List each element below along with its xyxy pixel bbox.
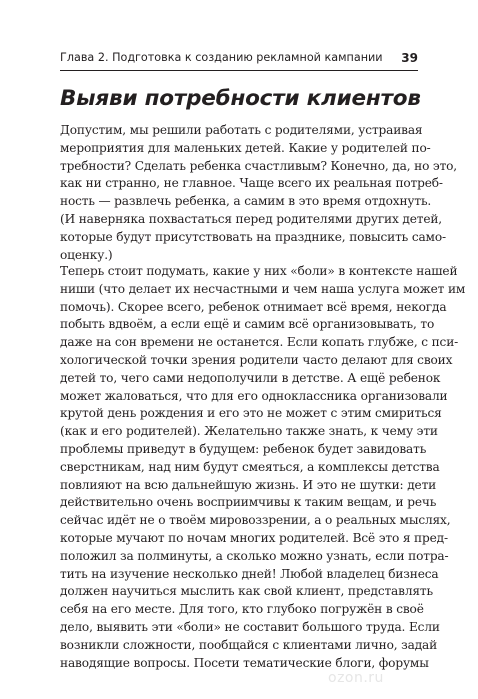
text-line: возникли сложности, пообщайся с клиентами лично, задай — [60, 637, 438, 652]
text-line: крутой день рождения и его это не может с этим смириться — [60, 406, 442, 421]
paragraph-1 — [60, 122, 458, 264]
text-line: тить на изучение несколько дней! Любой владелец бизнеса — [60, 566, 439, 581]
text-line: себя на его месте. Для того, кто глубоко погружён в своё — [60, 602, 424, 617]
text-line: ниши (что делает их несчастными и чем наша услуга может им — [60, 281, 466, 296]
text-line: Теперь стоит подумать, какие у них «боли» в контексте нашей — [60, 264, 458, 278]
text-line: которые мучают по ночам многих родителей. Всё это я пред- — [60, 530, 448, 545]
text-line: положил за полминуты, а сколько можно узнать, если потра- — [60, 548, 449, 563]
watermark: ozon.ru — [328, 670, 384, 686]
text-line: детей то, чего сами недополучили в детстве. А ещё ребенок — [60, 370, 441, 385]
text-line: дело, выявить эти «боли» не составит большого труда. Если — [60, 619, 440, 634]
text-line: сверстникам, над ним будут смеяться, а комплексы детства — [60, 459, 440, 474]
header-divider — [60, 70, 418, 71]
text-line: действительно очень восприимчивы к таким вещам, и речь — [60, 495, 437, 510]
paragraph-2 — [60, 263, 466, 672]
running-header — [60, 51, 418, 69]
text-line: которые будут присутствовать на празднике, повысить само- — [60, 229, 446, 244]
text-line: может жаловаться, что для его одноклассника организовали — [60, 388, 448, 403]
text-line: хологической точки зрения родители часто делают для своих — [60, 352, 453, 367]
text-line: Допустим, мы решили работать с родителями, устраивая — [60, 123, 423, 137]
text-line: наводящие вопросы. Посети тематические блоги, форумы — [60, 655, 429, 670]
text-line: повлияют на всю дальнейшую жизнь. И это не шутки: дети — [60, 477, 437, 492]
section-title: Выяви потребности клиентов — [60, 86, 421, 111]
text-line: проблемы приведут в будущем: ребенок будет завидовать — [60, 441, 427, 456]
chapter-title: Глава 2. Подготовка к созданию рекламной кампании — [60, 51, 383, 64]
text-line: (И наверняка похвастаться перед родителями других детей, — [60, 211, 443, 226]
text-line: даже на сон времени не останется. Если копать глубже, с пси- — [60, 335, 459, 350]
page-number: 39 — [401, 51, 418, 65]
text-line: сейчас идёт не о твоём мировоззрении, а о реальных мыслях, — [60, 513, 451, 528]
text-line: оценку.) — [60, 247, 113, 262]
text-line: ность — развлечь ребенка, а самим в это время отдохнуть. — [60, 194, 432, 209]
text-line: побыть вдвоём, а если ещё и самим всё организовывать, то — [60, 317, 435, 332]
text-line: помочь). Скорее всего, ребенок отнимает всё время, некогда — [60, 299, 447, 314]
text-line: требности? Сделать ребенка счастливым? Конечно, да, но это, — [60, 158, 458, 173]
text-line: мероприятия для маленьких детей. Какие у родителей по- — [60, 140, 431, 155]
text-line: (как и его родителей). Желательно также знать, к чему эти — [60, 424, 438, 439]
text-line: как ни странно, не главное. Чаще всего их реальная потреб- — [60, 176, 443, 191]
text-line: должен научиться мыслить как свой клиент, представлять — [60, 584, 433, 599]
